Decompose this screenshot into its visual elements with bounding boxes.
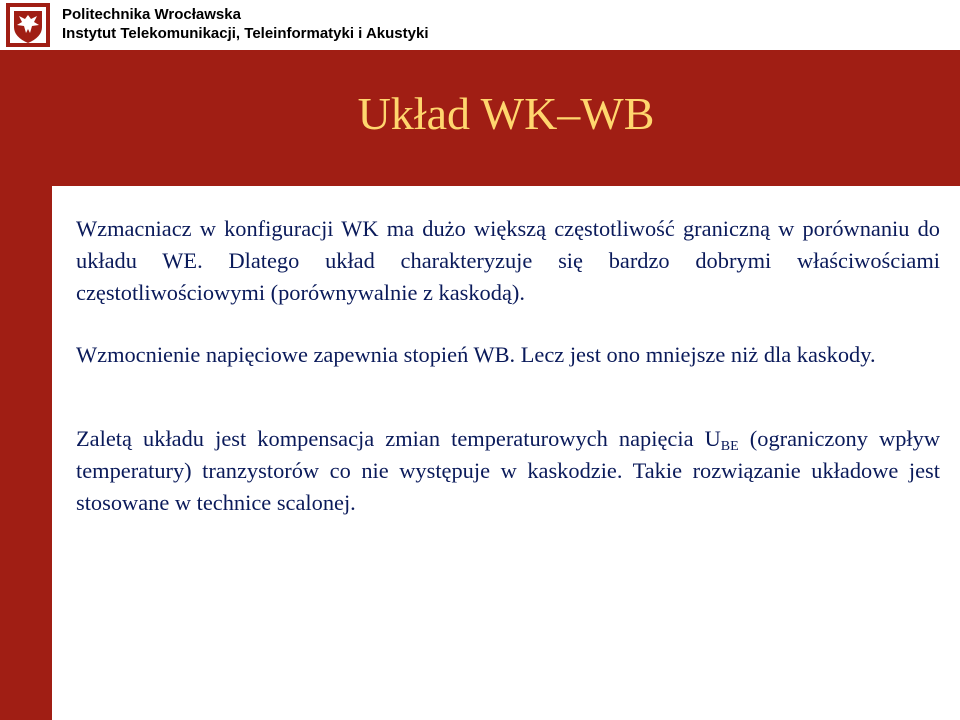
- university-name: Politechnika Wrocławska: [62, 6, 241, 23]
- paragraph-3-start: Zaletą układu jest kompensacja zmian temperaturowych napięcia U: [76, 426, 721, 451]
- institution-header: [62, 5, 429, 43]
- eagle-crest-icon: [6, 3, 50, 47]
- paragraph-3: [76, 423, 940, 519]
- slide-title: Układ WK–WB: [357, 88, 655, 139]
- paragraph-3-end: (ograniczony wpływ temperatury) tranzystorów co nie występuje w kaskodzie. Takie rozwiązanie układowe jest stosowane w technice scalonej.: [76, 426, 940, 515]
- left-accent-strip: [0, 50, 52, 720]
- paragraph-1: Wzmacniacz w konfiguracji WK ma dużo większą częstotliwość graniczną w porównaniu do układu WE. Dlatego układ charakteryzuje się bardzo dobrymi właściwościami częstotliwościowymi (porównywalnie z kaskodą).: [76, 216, 940, 305]
- header-bar: [0, 0, 960, 50]
- slide-content: [76, 213, 940, 519]
- subscript-be: BE: [720, 439, 739, 454]
- paragraph-2: Wzmocnienie napięciowe zapewnia stopień WB. Lecz jest ono mniejsze niż dla kaskody.: [76, 342, 876, 367]
- institute-name: Instytut Telekomunikacji, Teleinformatyki i Akustyki: [62, 25, 429, 42]
